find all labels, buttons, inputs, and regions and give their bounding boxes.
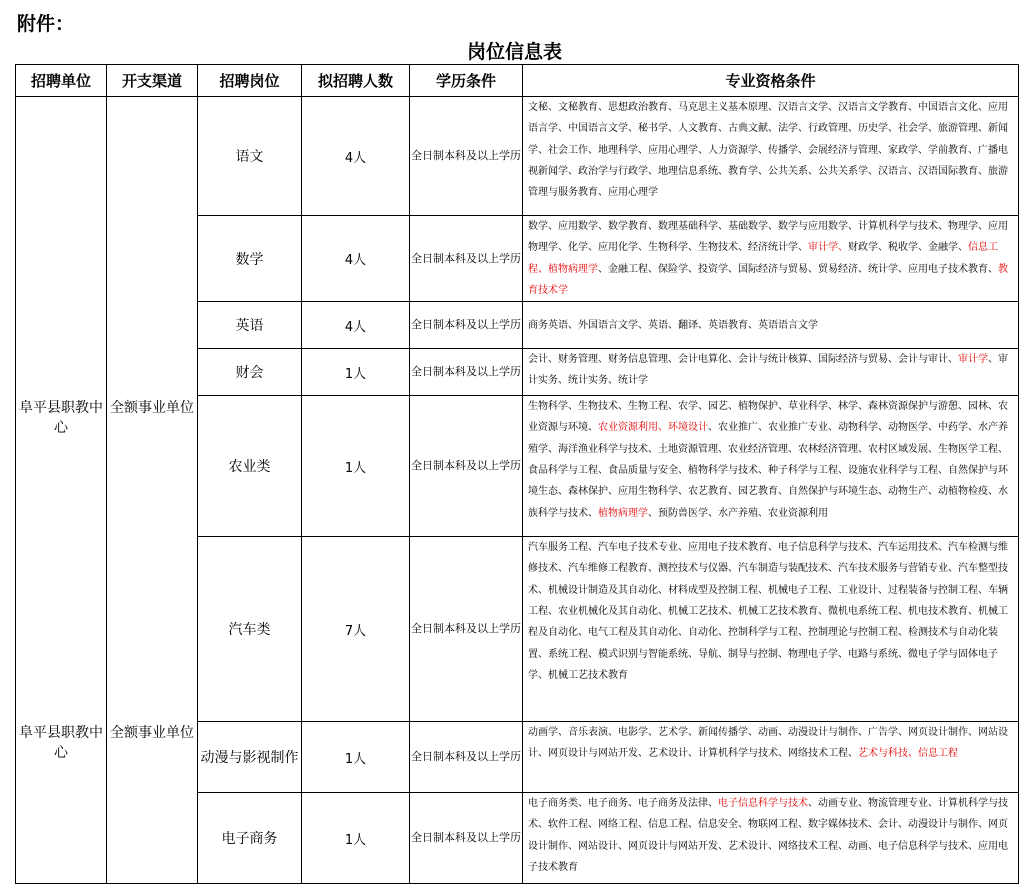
major-text: 会计、财务管理、财务信息管理、会计电算化、会计与统计核算、国际经济与贸易、会计与审计、 — [528, 354, 958, 366]
post-cell: 电子商务 — [198, 793, 302, 884]
count-cell: 1人 — [302, 349, 410, 396]
funding-channel-top: 全额事业单位 — [110, 400, 194, 416]
education-cell: 全日制本科及以上学历 — [410, 793, 523, 884]
qualification-cell — [523, 349, 1019, 396]
major-text: 商务英语、外国语言文学、英语、翻译、英语教育、英语语言文学 — [528, 319, 818, 331]
header-post: 招聘岗位 — [198, 65, 302, 97]
education-cell: 全日制本科及以上学历 — [410, 349, 523, 396]
highlighted-major: 信息工程、植物病理学 — [528, 242, 998, 275]
major-text: 动画学、音乐表演、电影学、艺术学、新闻传播学、动画、动漫设计与制作、广告学、网页设计制作、网站设计、网页设计与网站开发、艺术设计、计算机科学与技术、网络技术工程、 — [528, 727, 1008, 760]
header-funding: 开支渠道 — [107, 65, 198, 97]
post-cell: 农业类 — [198, 396, 302, 537]
post-cell: 财会 — [198, 349, 302, 396]
highlighted-major: 审计学 — [958, 354, 988, 366]
major-text: 数学、应用数学、数学教育、数理基础科学、基础数学、数学与应用数学、计算机科学与技术、物理学、应用物理学、化学、应用化学、生物科学、生物技术、经济统计学、 — [528, 221, 1008, 254]
page-title: 岗位信息表 — [466, 41, 562, 63]
recruiting-unit-top: 阜平县职教中心 — [19, 400, 103, 436]
post-cell: 动漫与影视制作 — [198, 722, 302, 793]
major-text: 、审计实务、统计实务、统计学 — [528, 354, 1008, 387]
post-cell: 语文 — [198, 97, 302, 216]
position-info-table — [15, 64, 1019, 884]
header-count: 拟招聘人数 — [302, 65, 410, 97]
highlighted-major: 审计学、 — [808, 242, 848, 254]
count-cell: 1人 — [302, 722, 410, 793]
major-text: 电子商务类、电子商务、电子商务及法律、 — [528, 798, 718, 810]
header-qualification: 专业资格条件 — [523, 65, 1019, 97]
highlighted-major: 电子信息科学与技术 — [718, 798, 808, 810]
major-text: 生物科学、生物技术、生物工程、农学、园艺、植物保护、草业科学、林学、森林资源保护与游憩、园林、农业资源与环境、 — [528, 401, 1008, 434]
header-unit: 招聘单位 — [16, 65, 107, 97]
highlighted-major: 艺术与科技、信息工程 — [858, 748, 958, 760]
count-cell: 1人 — [302, 396, 410, 537]
education-cell: 全日制本科及以上学历 — [410, 722, 523, 793]
count-cell: 4人 — [302, 302, 410, 349]
major-text: 文秘、文秘教育、思想政治教育、马克思主义基本原理、汉语言文学、汉语言文学教育、中国语言文化、应用语言学、中国语言文学、秘书学、人文教育、古典文献、法学、行政管理、历史学、社会学、旅游管理、新闻学、社会工作、地理科学、应用心理学、人力资源学、传播学、会展经济与管理、家政学、学前教育、广播电视新闻学、政治学与行政学、地理信息系统、教育学、公共关系、公共关系学、汉语言、汉语国际教育、旅游管理与服务教育、应用心理学 — [528, 102, 1008, 199]
highlighted-major: 植物病理学 — [598, 507, 648, 519]
qualification-cell — [523, 216, 1019, 302]
qualification-cell — [523, 793, 1019, 884]
highlighted-major: 农业资源利用、环境设计 — [598, 422, 708, 434]
education-cell: 全日制本科及以上学历 — [410, 216, 523, 302]
major-text: 、预防兽医学、水产养殖、农业资源利用 — [648, 507, 828, 519]
major-text: 、金融工程、保险学、投资学、国际经济与贸易、贸易经济、统计学、应用电子技术教育、 — [598, 263, 998, 275]
funding-channel-bottom: 全额事业单位 — [110, 725, 194, 741]
qualification-cell — [523, 722, 1019, 793]
major-text: 、动画专业、物流管理专业、计算机科学与技术、软件工程、网络工程、信息工程、信息安全、物联网工程、数字媒体技术、会计、动漫设计与制作、网页设计制作、网站设计、网页设计与网站开发、艺术设计、网络技术工程、动画、电子信息科学与技术、应用电子技术教育 — [528, 798, 1008, 874]
table-row — [16, 97, 1019, 216]
highlighted-major: 教育技术学 — [528, 263, 1008, 296]
count-cell: 1人 — [302, 793, 410, 884]
count-cell: 4人 — [302, 216, 410, 302]
count-cell: 4人 — [302, 97, 410, 216]
qualification-cell — [523, 396, 1019, 537]
header-row — [16, 65, 1019, 97]
recruiting-unit-cell — [16, 97, 107, 884]
post-cell: 汽车类 — [198, 537, 302, 722]
funding-channel-cell — [107, 97, 198, 884]
header-education: 学历条件 — [410, 65, 523, 97]
post-cell: 数学 — [198, 216, 302, 302]
major-text: 财政学、税收学、金融学、 — [848, 242, 968, 254]
education-cell: 全日制本科及以上学历 — [410, 396, 523, 537]
qualification-cell — [523, 302, 1019, 349]
education-cell: 全日制本科及以上学历 — [410, 97, 523, 216]
count-cell: 7人 — [302, 537, 410, 722]
recruiting-unit-bottom: 阜平县职教中心 — [19, 725, 103, 761]
education-cell: 全日制本科及以上学历 — [410, 302, 523, 349]
post-cell: 英语 — [198, 302, 302, 349]
major-text: 汽车服务工程、汽车电子技术专业、应用电子技术教育、电子信息科学与技术、汽车运用技术、汽车检测与维修技术、汽车维修工程教育、测控技术与仪器、汽车制造与装配技术、汽车技术服务与营销专业、汽车整型技术、机械设计制造及其自动化、材料成型及控制工程、机械电子工程、工业设计、过程装备与控制工程、车辆工程、农业机械化及其自动化、机械工艺技术、机械工艺技术教育、微机电系统工程、机电技术教育、机械工程及自动化、电气工程及其自动化、自动化、控制科学与工程、控制理论与控制工程、检测技术与自动化装置、系统工程、模式识别与智能系统、导航、制导与控制、物理电子学、电路与系统、微电子学与固体电子学、机械工艺技术教育 — [528, 542, 1008, 681]
qualification-cell — [523, 97, 1019, 216]
education-cell: 全日制本科及以上学历 — [410, 537, 523, 722]
attachment-label: 附件： — [17, 13, 75, 35]
qualification-cell — [523, 537, 1019, 722]
major-text: 、农业推广、农业推广专业、动物科学、动物医学、中药学、水产养殖学、海洋渔业科学与技术、土地资源管理、农业经济管理、农林经济管理、农村区域发展、生物医学工程、食品科学与工程、食品质量与安全、植物科学与技术、种子科学与工程、设施农业科学与工程、自然保护与环境生态、森林保护、应用生物科学、农艺教育、园艺教育、自然保护与环境生态、动物生产、动植物检疫、水族科学与技术、 — [528, 422, 1008, 519]
